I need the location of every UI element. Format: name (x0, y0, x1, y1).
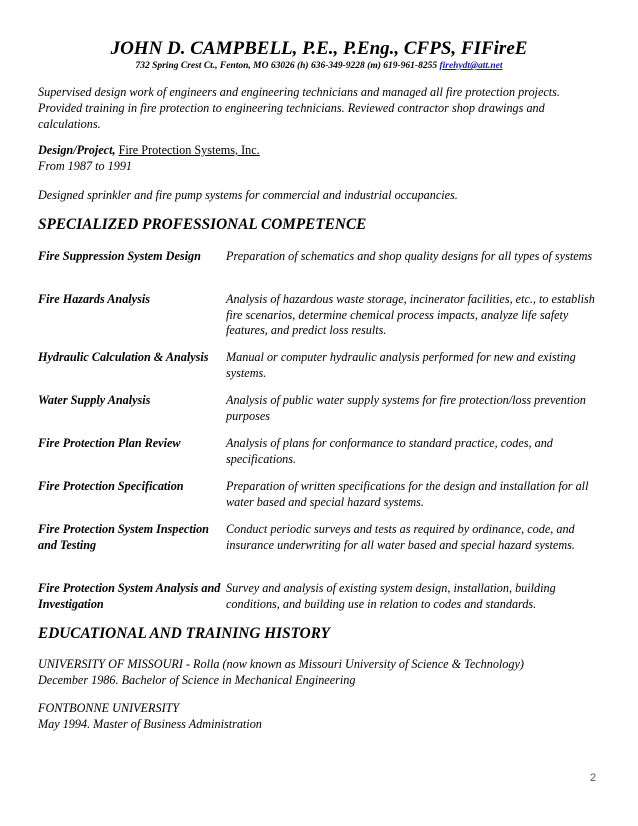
email-link[interactable]: firehydt@att.net (439, 61, 503, 71)
contact-line (0, 60, 638, 72)
education-degree: December 1986. Bachelor of Science in Mechanical Engineering (38, 673, 356, 687)
page-number: 2 (590, 772, 597, 784)
resume-name: JOHN D. CAMPBELL, P.E., P.Eng., CFPS, FIFireE (110, 38, 528, 59)
education-school: UNIVERSITY OF MISSOURI - Rolla (now known as Missouri University of Science & Technology) (38, 657, 524, 671)
job-dates: From 1987 to 1991 (38, 159, 133, 173)
competence-label: Fire Protection Plan Review (38, 436, 181, 450)
competence-label: Hydraulic Calculation & Analysis (38, 350, 209, 364)
competence-label: Fire Suppression System Design (38, 249, 201, 263)
competence-description: Conduct periodic surveys and tests as required by ordinance, code, and insurance underwriting for all water based and special hazard systems. (226, 522, 575, 552)
job-heading (38, 142, 603, 158)
competence-description: Preparation of schematics and shop quality designs for all types of systems (226, 249, 593, 263)
job-summary: Supervised design work of engineers and engineering technicians and managed all fire protection projects. Provided training in fire protection to engineering technicians. Reviewed contractor shop drawings and calculations. (38, 85, 560, 131)
education-school: FONTBONNE UNIVERSITY (38, 701, 180, 715)
competence-description: Survey and analysis of existing system design, installation, building conditions, and building use in relation to codes and standards. (226, 581, 556, 611)
competence-description: Analysis of public water supply systems for fire protection/loss prevention purposes (226, 393, 586, 423)
competence-description: Analysis of plans for conformance to standard practice, codes, and specifications. (226, 436, 553, 466)
competence-description: Analysis of hazardous waste storage, incinerator facilities, etc., to establish fire scenarios, determine chemical process impacts, analyze life safety features, and predict loss results. (226, 292, 595, 338)
competence-section-title: SPECIALIZED PROFESSIONAL COMPETENCE (38, 216, 367, 233)
education-section-title: EDUCATIONAL AND TRAINING HISTORY (38, 625, 330, 642)
contact-address-phones: 732 Spring Crest Ct., Fenton, MO 63026 (h) 636-349-9228 (m) 619-961-8255 (135, 61, 440, 71)
competence-label: Water Supply Analysis (38, 393, 151, 407)
competence-label: Fire Protection Specification (38, 479, 184, 493)
competence-label: Fire Protection System Analysis and Investigation (38, 581, 221, 611)
competence-label: Fire Protection System Inspection and Testing (38, 522, 209, 552)
education-degree: May 1994. Master of Business Administration (38, 717, 262, 731)
competence-label: Fire Hazards Analysis (38, 292, 150, 306)
employer-name: Fire Protection Systems, Inc. (118, 143, 260, 157)
competence-description: Preparation of written specifications for the design and installation for all water based and special hazard systems. (226, 479, 589, 509)
job-description: Designed sprinkler and fire pump systems for commercial and industrial occupancies. (38, 188, 458, 202)
job-title: Design/Project, (38, 143, 116, 157)
competence-description: Manual or computer hydraulic analysis performed for new and existing systems. (226, 350, 576, 380)
